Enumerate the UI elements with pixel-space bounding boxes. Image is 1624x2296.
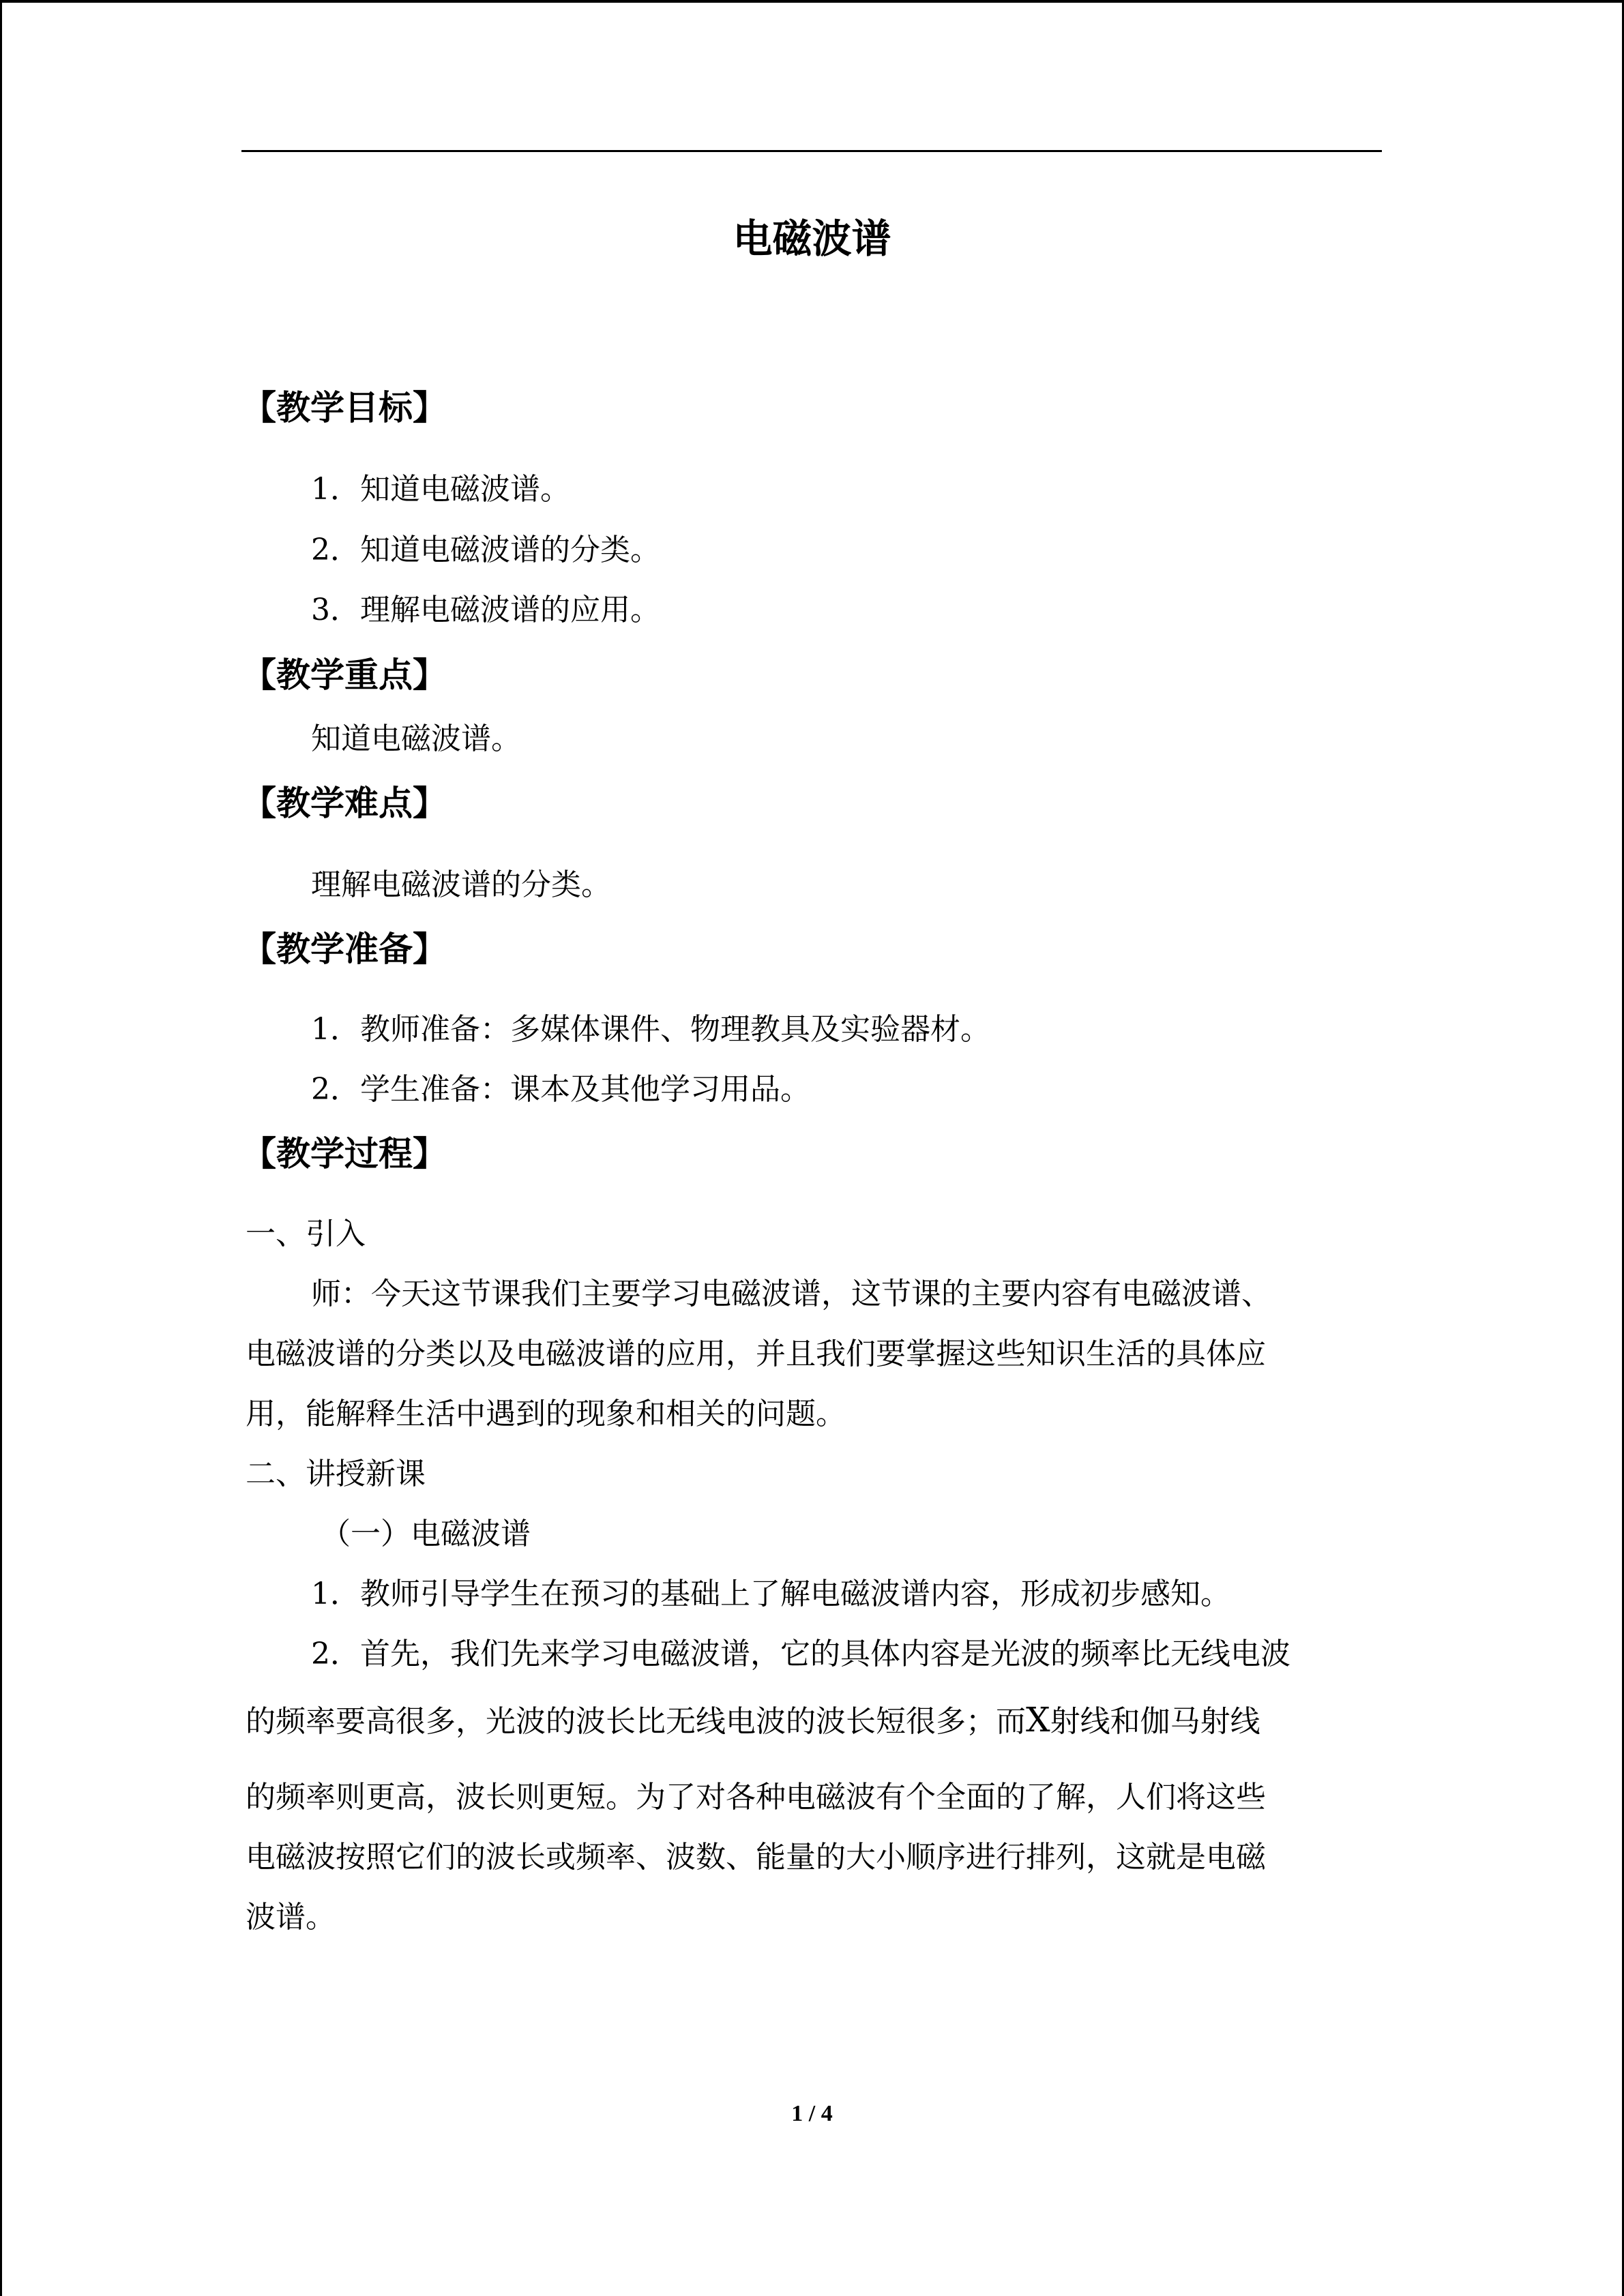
page-number: 1 / 4	[791, 2101, 833, 2126]
sub1-title: （一）电磁波谱	[321, 1517, 531, 1551]
document-title: 电磁波谱	[733, 215, 891, 262]
teaching-item-1: 1．教师引导学生在预习的基础上了解电磁波谱内容，形成初步感知。	[311, 1577, 1230, 1611]
teaching-item-2-line-3: 的频率则更高，波长则更短。为了对各种电磁波有个全面的了解，人们将这些	[246, 1780, 1266, 1815]
preparation-heading: 【教学准备】	[242, 929, 447, 969]
part1-line-1: 师：今天这节课我们主要学习电磁波谱，这节课的主要内容有电磁波谱、	[311, 1277, 1271, 1311]
part1-line-3: 用，能解释生活中遇到的现象和相关的问题。	[246, 1397, 846, 1431]
part2-title: 二、讲授新课	[246, 1457, 426, 1491]
difficulty-text: 理解电磁波谱的分类。	[311, 867, 611, 902]
objectives-heading: 【教学目标】	[242, 388, 447, 428]
preparation-item-2: 2．学生准备：课本及其他学习用品。	[311, 1072, 810, 1107]
difficulty-heading: 【教学难点】	[242, 784, 447, 823]
teaching-item-2-line-4: 电磁波按照它们的波长或频率、波数、能量的大小顺序进行排列，这就是电磁	[246, 1840, 1266, 1875]
objective-item-1: 1．知道电磁波谱。	[311, 472, 570, 507]
part1-title: 一、引入	[246, 1217, 366, 1251]
part1-line-2: 电磁波谱的分类以及电磁波谱的应用，并且我们要掌握这些知识生活的具体应	[246, 1337, 1266, 1371]
process-heading: 【教学过程】	[242, 1134, 447, 1174]
key-point-heading: 【教学重点】	[242, 655, 447, 695]
teaching-item-2-line-1: 2．首先，我们先来学习电磁波谱，它的具体内容是光波的频率比无线电波	[311, 1637, 1290, 1671]
teaching-item-2-line-5: 波谱。	[246, 1900, 336, 1935]
x-ray-symbol: X	[1026, 1700, 1050, 1740]
key-point-text: 知道电磁波谱。	[311, 721, 521, 756]
line-2-text-b: 射线和伽马射线	[1050, 1704, 1260, 1739]
teaching-item-2-line-2	[246, 1699, 1260, 1742]
objective-item-3: 3．理解电磁波谱的应用。	[311, 593, 660, 627]
header-rule	[241, 150, 1382, 152]
line-2-text-a: 的频率要高很多，光波的波长比无线电波的波长短很多；而	[246, 1704, 1026, 1739]
objective-item-2: 2．知道电磁波谱的分类。	[311, 533, 660, 567]
preparation-item-1: 1．教师准备：多媒体课件、物理教具及实验器材。	[311, 1012, 990, 1047]
